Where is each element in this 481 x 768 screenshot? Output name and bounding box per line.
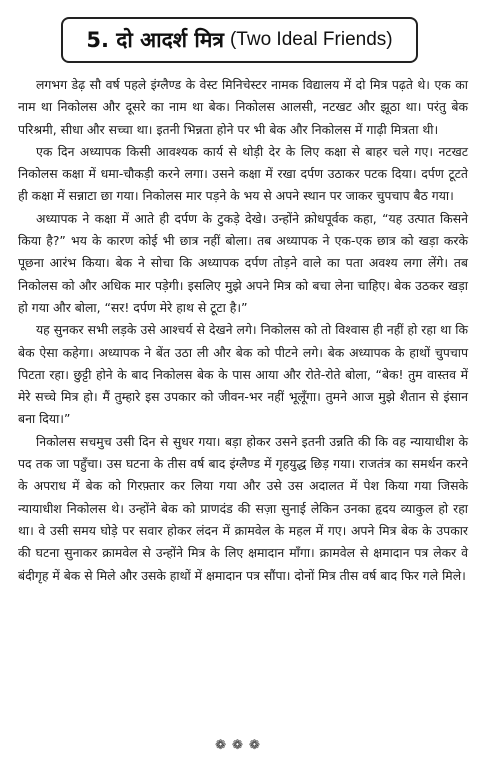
flower-ornament-icon: ❁❁❁ (215, 738, 266, 753)
chapter-title-english: (Two Ideal Friends) (229, 29, 393, 50)
chapter-title-hindi: 5. दो आदर्श मित्र (86, 28, 224, 52)
paragraph-5: निकोलस सचमुच उसी दिन से सुधर गया। बड़ा होकर उसने इतनी उन्नति की कि वह न्यायाधीश के पद तक जा पहुँचा। उस घटना के तीस वर्ष बाद इंग्लैण्ड में गृहयुद्ध छिड़ गया। राजतंत्र का समर्थन करने के अपराध में बेक को गिरफ़्तार कर लिया गया और उसे उस अदालत में पेश किया गया जिसके न्यायाधीश निकोलस थे। उन्होंने बेक को प्राणदंड की सज़ा सुनाई लेकिन उनका हृदय व्याकुल हो रहा था। वे उसी समय घोड़े पर सवार होकर लंदन में क्रामवेल के महल में गए। अपने मित्र बेक के उपकार की घटना सुनाकर क्रामवेल से उन्होंने मित्र के लिए क्षमादान माँगा। क्रामवेल से क्षमादान पत्र लेकर वे बंदीगृह में बेक से मिले और उसके हाथों में क्षमादान पत्र सौंपा। दोनों मित्र तीस वर्ष बाद फिर गले मिले। (18, 433, 468, 583)
paragraph-1: लगभग डेढ़ सौ वर्ष पहले इंग्लैण्ड के वेस्ट मिनिचेस्टर नामक विद्यालय में दो मित्र पढ़ते थे। एक का नाम था निकोलस और दूसरे का नाम था बेक। निकोलस आलसी, नटखट और झूठा था। परंतु बेक परिश्रमी, सीधा और सच्चा था। इतनी भिन्नता होने पर भी बेक और निकोलस में गाढ़ी मित्रता थी। (18, 77, 468, 137)
chapter-title-box (61, 17, 418, 63)
paragraph-3: अध्यापक ने कक्षा में आते ही दर्पण के टुकड़े देखे। उन्होंने क्रोधपूर्वक कहा, “यह उत्पात किसने किया है?” भय के कारण कोई भी छात्र नहीं बोला। तब अध्यापक ने एक-एक छात्र को खड़ा करके पूछना आरंभ किया। बेक ने सोचा कि अध्यापक दर्पण तोड़ने वाले का पता अवश्य लगा लेंगे। तब निकोलस को और अधिक मार पड़ेगी। इसलिए मुझे अपने मित्र को बचा लेना चाहिए। बेक उठकर खड़ा हो गया और बोला, “सर! दर्पण मेरे हाथ से टूटा है।” (18, 210, 468, 315)
story-body (18, 74, 468, 587)
paragraph-2: एक दिन अध्यापक किसी आवश्यक कार्य से थोड़ी देर के लिए कक्षा से बाहर चले गए। नटखट निकोलस कक्षा में धमा-चौकड़ी करने लगा। उसने कक्षा में रखा दर्पण उठाकर पटक दिया। दर्पण टूटते ही कक्षा में सन्नाटा छा गया। निकोलस मार पड़ने के भय से अपने स्थान पर जाकर चुपचाप बैठ गया। (18, 143, 468, 204)
paragraph-4: यह सुनकर सभी लड़के उसे आश्चर्य से देखने लगे। निकोलस को तो विश्वास ही नहीं हो रहा था कि बेक ऐसा कहेगा। अध्यापक ने बेंत उठा ली और बेक को पीटने लगे। बेक अध्यापक के हाथों चुपचाप पिटता रहा। छुट्टी होने के बाद निकोलस बेक के पास आया और रोते-रोते बोला, “बेक! तुम वास्तव में मेरे सच्चे मित्र हो। मैं तुम्हारे इस उपकार को जीवन-भर नहीं भूलूँगा। तुमने आज मुझे शैतान से इंसान बना दिया।” (18, 322, 468, 427)
